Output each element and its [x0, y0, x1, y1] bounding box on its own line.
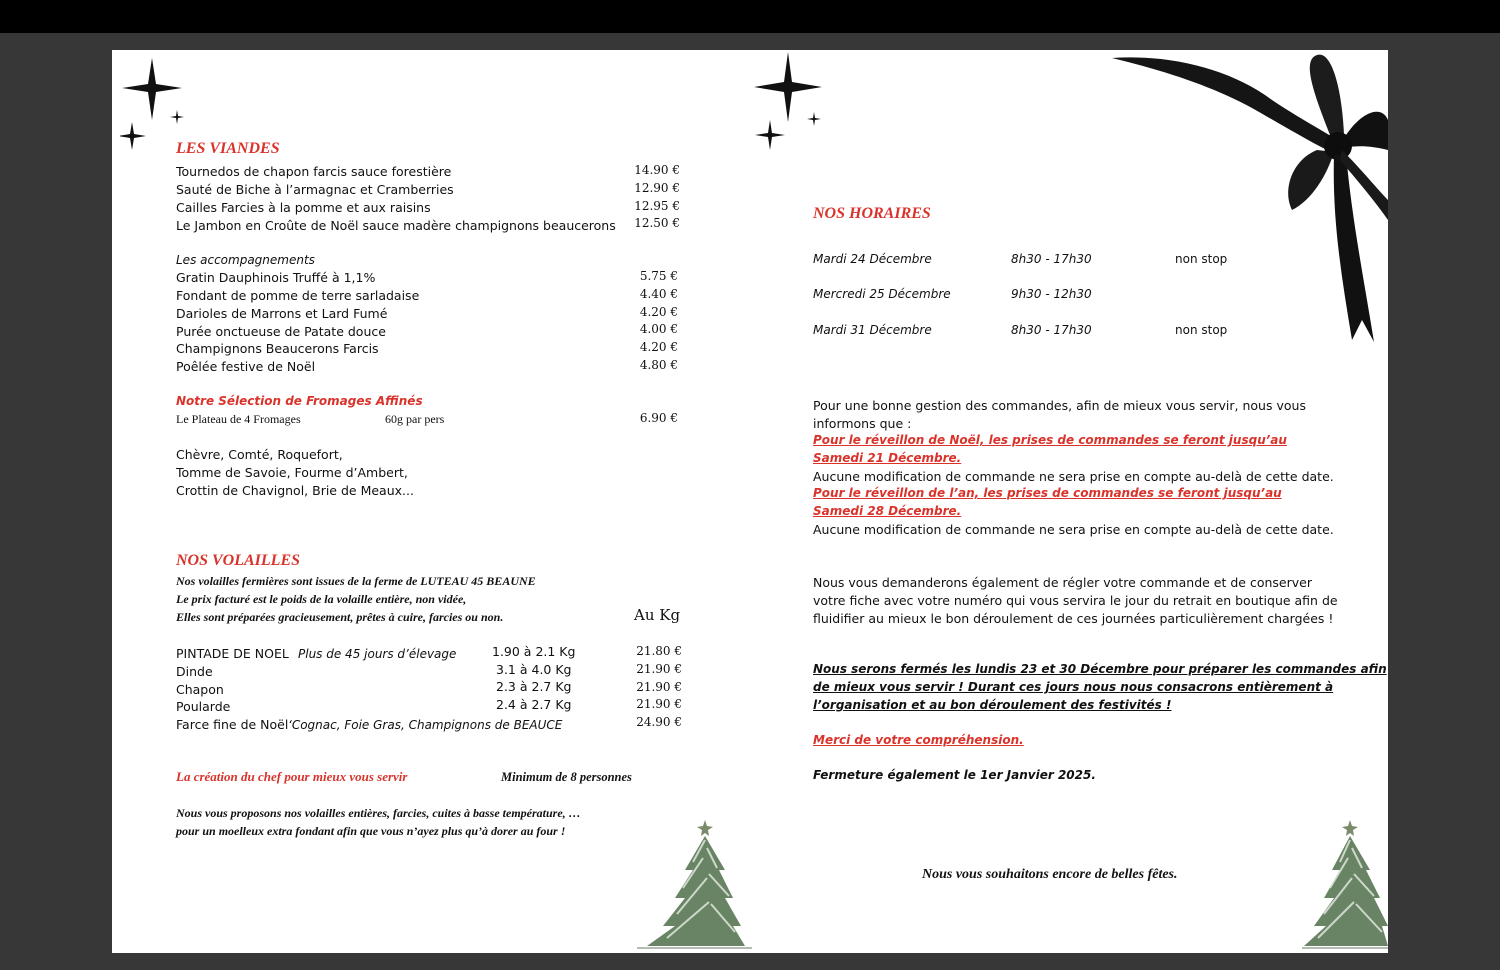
- volaille-weight: 2.4 à 2.7 Kg: [496, 697, 572, 712]
- info-an: Pour le réveillon de l’an, les prises de commandes se feront jusqu’au: [813, 486, 1282, 500]
- info-fermeture: Fermeture également le 1er Janvier 2025.: [813, 768, 1096, 782]
- viande-price: 14.90 €: [634, 163, 680, 177]
- accompagnement-price: 4.20 €: [639, 305, 678, 319]
- info-souhaits: Nous vous souhaitons encore de belles fêtes.: [922, 867, 1178, 882]
- creation-text: pour un moelleux extra fondant afin que vous n’ayez plus qu’à dorer au four !: [176, 824, 566, 838]
- volailles-intro: Elles sont préparées gracieusement, prêtes à cuire, farcies ou non.: [176, 610, 504, 624]
- volailles-intro: Nos volailles fermières sont issues de la ferme de LUTEAU 45 BEAUNE: [176, 574, 536, 588]
- volaille-price: 21.90 €: [636, 697, 682, 711]
- volaille-price: 21.90 €: [636, 662, 682, 676]
- viande-price: 12.95 €: [634, 199, 680, 213]
- accompagnement-price: 4.40 €: [639, 287, 678, 301]
- accompagnements-title: Les accompagnements: [176, 253, 315, 267]
- farce-price: 24.90 €: [636, 715, 682, 729]
- volaille-weight: 3.1 à 4.0 Kg: [496, 662, 572, 677]
- viande-item: Sauté de Biche à l’armagnac et Cramberries: [176, 182, 454, 197]
- fromage-list-line: Crottin de Chavignol, Brie de Meaux...: [176, 483, 414, 498]
- accompagnement-price: 4.80 €: [639, 358, 678, 372]
- viande-item: Tournedos de chapon farcis sauce forestière: [176, 164, 452, 179]
- info-nochange: Aucune modification de commande ne sera prise en compte au-delà de cette date.: [813, 469, 1334, 484]
- creation-text: Nous vous proposons nos volailles entières, farcies, cuites à basse température, …: [176, 806, 581, 820]
- accompagnement-price: 4.00 €: [639, 322, 678, 336]
- info-noel-date: Samedi 21 Décembre.: [813, 451, 962, 465]
- creation-minimum: Minimum de 8 personnes: [501, 770, 632, 784]
- sparkle-icon: [750, 52, 830, 150]
- horaire-hours: 8h30 - 17h30: [1011, 252, 1092, 266]
- volailles-title: NOS VOLAILLES: [176, 552, 301, 569]
- horaire-day: Mercredi 25 Décembre: [813, 287, 951, 301]
- accompagnement-item: Fondant de pomme de terre sarladaise: [176, 288, 420, 303]
- info-regler: votre fiche avec votre numéro qui vous servira le jour du retrait en boutique afin de: [813, 593, 1338, 608]
- volaille-weight: 2.3 à 2.7 Kg: [496, 679, 572, 694]
- horaire-day: Mardi 24 Décembre: [813, 252, 932, 266]
- horaire-note: non stop: [1175, 323, 1228, 337]
- info-intro: informons que :: [813, 416, 912, 431]
- accompagnement-item: Purée onctueuse de Patate douce: [176, 324, 386, 339]
- volaille-name: Chapon: [176, 682, 224, 697]
- accompagnement-item: Gratin Dauphinois Truffé à 1,1%: [176, 270, 376, 285]
- info-noel: Pour le réveillon de Noël, les prises de commandes se feront jusqu’au: [813, 433, 1287, 447]
- viande-item: Le Jambon en Croûte de Noël sauce madère champignons beaucerons: [176, 218, 616, 233]
- accompagnement-price: 5.75 €: [639, 269, 678, 283]
- info-fermes: Nous serons fermés les lundis 23 et 30 Décembre pour préparer les commandes afin: [813, 662, 1387, 676]
- fromage-list-line: Chèvre, Comté, Roquefort,: [176, 447, 343, 462]
- plateau-label: Le Plateau de 4 Fromages: [176, 412, 301, 426]
- info-fermes: l’organisation et au bon déroulement des festivités !: [813, 698, 1172, 712]
- top-bar: [0, 0, 1500, 33]
- menu-page: [112, 50, 1388, 953]
- info-intro: Pour une bonne gestion des commandes, afin de mieux vous servir, nous vous: [813, 398, 1306, 413]
- volailles-intro: Le prix facturé est le poids de la volaille entière, non vidée,: [176, 592, 467, 606]
- horaire-hours: 8h30 - 17h30: [1011, 323, 1092, 337]
- plateau-portion: 60g par pers: [385, 412, 445, 426]
- viande-price: 12.90 €: [634, 181, 680, 195]
- viandes-title: LES VIANDES: [176, 140, 280, 157]
- info-nochange: Aucune modification de commande ne sera prise en compte au-delà de cette date.: [813, 522, 1334, 537]
- volaille-name: Dinde: [176, 664, 213, 679]
- farce-name: Farce fine de Noël: [176, 717, 289, 732]
- horaire-day: Mardi 31 Décembre: [813, 323, 932, 337]
- horaire-hours: 9h30 - 12h30: [1011, 287, 1092, 301]
- volaille-price: 21.80 €: [636, 644, 682, 658]
- fromage-list-line: Tomme de Savoie, Fourme d’Ambert,: [176, 465, 408, 480]
- volaille-weight: 1.90 à 2.1 Kg: [492, 644, 576, 659]
- ribbon-bow-icon: [1112, 50, 1388, 350]
- volaille-name: PINTADE DE NOEL: [176, 646, 289, 661]
- fromages-title: Notre Sélection de Fromages Affinés: [176, 394, 423, 408]
- creation-title: La création du chef pour mieux vous servir: [176, 769, 408, 784]
- accompagnement-item: Poêlée festive de Noël: [176, 359, 316, 374]
- farce-note: ‘Cognac, Foie Gras, Champignons de BEAUCE: [288, 718, 563, 732]
- plateau-price: 6.90 €: [639, 411, 678, 425]
- info-merci: Merci de votre compréhension.: [813, 733, 1024, 747]
- unit-label: Au Kg: [634, 606, 681, 624]
- info-regler: fluidifier au mieux le bon déroulement de ces journées particulièrement chargées !: [813, 611, 1334, 626]
- info-fermes: de mieux vous servir ! Durant ces jours nous nous consacrons entièrement à: [813, 680, 1334, 694]
- viande-item: Cailles Farcies à la pomme et aux raisins: [176, 200, 431, 215]
- volaille-name: Poularde: [176, 699, 231, 714]
- horaires-title: NOS HORAIRES: [813, 205, 931, 222]
- volaille-note: Plus de 45 jours d’élevage: [298, 647, 457, 661]
- christmas-tree-icon: [637, 818, 752, 950]
- info-an-date: Samedi 28 Décembre.: [813, 504, 962, 518]
- horaire-note: non stop: [1175, 252, 1228, 266]
- accompagnement-item: Champignons Beaucerons Farcis: [176, 341, 379, 356]
- volaille-price: 21.90 €: [636, 680, 682, 694]
- viande-price: 12.50 €: [634, 216, 680, 230]
- accompagnement-item: Darioles de Marrons et Lard Fumé: [176, 306, 388, 321]
- accompagnement-price: 4.20 €: [639, 340, 678, 354]
- christmas-tree-icon: [1302, 818, 1388, 950]
- info-regler: Nous vous demanderons également de régler votre commande et de conserver: [813, 575, 1312, 590]
- sparkle-icon: [120, 58, 190, 153]
